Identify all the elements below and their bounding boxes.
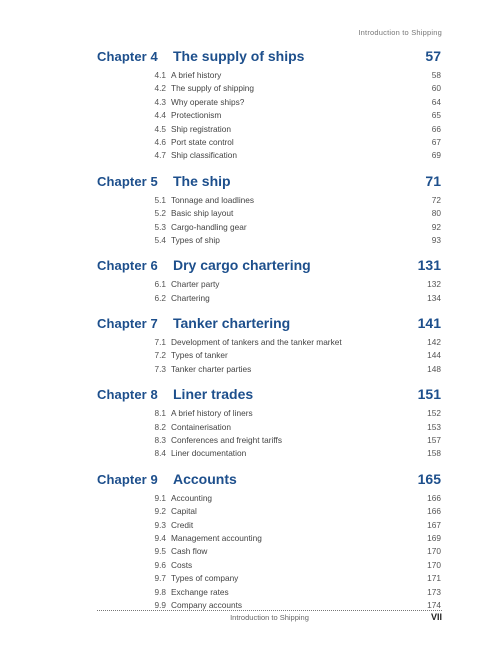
section-entry[interactable] (97, 520, 441, 533)
section-entry[interactable] (97, 448, 441, 461)
section-title: Conferences and freight tariffs (171, 435, 282, 446)
section-entry[interactable] (97, 506, 441, 519)
section-title: Tonnage and loadlines (171, 194, 255, 205)
section-page-number: 169 (427, 532, 441, 543)
section-page-number: 64 (431, 96, 441, 107)
section-entry[interactable] (97, 435, 441, 448)
section-title: Basic ship layout (171, 208, 234, 219)
section-page-number: 166 (427, 506, 441, 517)
section-list (97, 279, 441, 306)
section-entry[interactable] (97, 408, 441, 421)
section-list (97, 337, 441, 377)
section-title: Costs (171, 559, 193, 570)
section-number: 8.2 (154, 421, 166, 432)
section-title: Accounting (171, 492, 213, 503)
section-page-number: 148 (427, 363, 441, 374)
chapter-title: Accounts (173, 470, 237, 487)
chapter-block (97, 315, 441, 377)
section-title: A brief history of liners (171, 408, 253, 419)
section-number: 9.4 (154, 532, 166, 543)
section-entry[interactable] (97, 600, 441, 613)
section-title: Types of ship (171, 234, 220, 245)
section-page-number: 92 (431, 221, 441, 232)
running-header: Introduction to Shipping (358, 28, 442, 37)
section-title: Liner documentation (171, 448, 247, 459)
chapter-title: Tanker chartering (173, 315, 291, 332)
section-list (97, 195, 441, 249)
footer-title: Introduction to Shipping (230, 613, 309, 622)
section-title: Company accounts (171, 599, 243, 610)
section-title: Tanker charter parties (171, 363, 252, 374)
section-title: Charter party (171, 279, 220, 290)
section-entry[interactable] (97, 350, 441, 363)
section-entry[interactable] (97, 195, 441, 208)
section-page-number: 170 (427, 546, 441, 557)
chapter-heading[interactable] (97, 386, 441, 408)
section-entry[interactable] (97, 493, 441, 506)
section-title: Cash flow (171, 546, 208, 557)
section-page-number: 93 (431, 234, 441, 245)
section-number: 4.1 (154, 70, 166, 80)
section-number: 7.3 (154, 363, 166, 374)
section-page-number: 66 (431, 123, 441, 134)
section-number: 9.8 (154, 586, 166, 597)
section-entry[interactable] (97, 279, 441, 292)
chapter-heading[interactable] (97, 257, 441, 279)
section-number: 9.7 (154, 573, 166, 584)
chapter-label: Chapter 9 (97, 471, 158, 487)
section-entry[interactable] (97, 150, 441, 163)
section-page-number: 157 (427, 435, 441, 446)
section-page-number: 153 (427, 421, 441, 432)
chapter-title: Dry cargo chartering (173, 257, 311, 274)
section-page-number: 58 (431, 70, 441, 80)
section-number: 4.6 (154, 136, 166, 147)
chapter-label: Chapter 6 (97, 258, 158, 274)
section-number: 5.3 (154, 221, 166, 232)
section-page-number: 173 (427, 586, 441, 597)
section-page-number: 158 (427, 448, 441, 459)
section-page-number: 132 (427, 279, 441, 290)
section-number: 8.4 (154, 448, 166, 459)
section-page-number: 67 (431, 136, 441, 147)
section-entry[interactable] (97, 587, 441, 600)
section-entry[interactable] (97, 533, 441, 546)
section-number: 4.2 (154, 83, 166, 94)
footer-divider (97, 610, 442, 611)
section-entry[interactable] (97, 560, 441, 573)
section-title: Cargo-handling gear (171, 221, 247, 232)
chapter-title: The ship (173, 172, 231, 189)
section-entry[interactable] (97, 222, 441, 235)
section-title: Port state control (171, 136, 234, 147)
section-page-number: 171 (427, 573, 441, 584)
section-number: 4.5 (154, 123, 166, 134)
section-title: Ship classification (171, 150, 237, 161)
section-title: Capital (171, 506, 197, 517)
section-title: Protectionism (171, 110, 222, 121)
chapter-title: Liner trades (173, 386, 254, 403)
section-number: 5.2 (154, 208, 166, 219)
chapter-block (97, 257, 441, 306)
section-title: Management accounting (171, 532, 262, 543)
section-title: Containerisation (171, 421, 231, 432)
section-entry[interactable] (97, 83, 441, 96)
section-title: Chartering (171, 292, 210, 303)
section-list (97, 70, 441, 164)
chapter-page-number: 151 (417, 386, 441, 403)
chapter-label: Chapter 7 (97, 316, 158, 332)
section-entry[interactable] (97, 235, 441, 248)
section-number: 6.2 (154, 292, 166, 303)
section-number: 9.1 (154, 492, 166, 503)
chapter-label: Chapter 4 (97, 49, 158, 64)
section-page-number: 72 (431, 194, 441, 205)
section-title: Development of tankers and the tanker market (171, 337, 342, 348)
chapter-page-number: 57 (425, 48, 441, 64)
section-number: 9.5 (154, 546, 166, 557)
section-number: 9.2 (154, 506, 166, 517)
section-number: 4.3 (154, 96, 166, 107)
section-number: 5.1 (154, 194, 166, 205)
chapter-block (97, 173, 441, 249)
section-title: Why operate ships? (171, 96, 245, 107)
section-page-number: 60 (431, 83, 441, 94)
section-entry[interactable] (97, 110, 441, 123)
section-entry[interactable] (97, 124, 441, 137)
section-page-number: 144 (427, 350, 441, 361)
section-number: 8.1 (154, 408, 166, 419)
chapter-label: Chapter 5 (97, 173, 158, 189)
section-number: 9.9 (154, 599, 166, 610)
section-number: 4.7 (154, 150, 166, 161)
section-entry[interactable] (97, 546, 441, 559)
chapter-label: Chapter 8 (97, 387, 158, 403)
section-title: Exchange rates (171, 586, 229, 597)
section-page-number: 166 (427, 492, 441, 503)
section-entry[interactable] (97, 70, 441, 83)
section-number: 6.1 (154, 279, 166, 290)
table-of-contents (97, 48, 441, 622)
section-entry[interactable] (97, 97, 441, 110)
section-title: Types of tanker (171, 350, 228, 361)
chapter-block (97, 48, 441, 164)
chapter-block (97, 386, 441, 462)
chapter-heading[interactable] (97, 471, 441, 493)
section-title: Types of company (171, 573, 239, 584)
section-entry[interactable] (97, 337, 441, 350)
section-entry[interactable] (97, 422, 441, 435)
section-entry[interactable] (97, 293, 441, 306)
chapter-block (97, 471, 441, 614)
section-entry[interactable] (97, 573, 441, 586)
chapter-title: The supply of ships (173, 48, 305, 64)
section-page-number: 69 (431, 150, 441, 161)
section-entry[interactable] (97, 364, 441, 377)
section-number: 7.2 (154, 350, 166, 361)
section-number: 7.1 (154, 337, 166, 348)
chapter-page-number: 141 (417, 315, 441, 332)
section-page-number: 174 (427, 599, 441, 610)
section-entry[interactable] (97, 137, 441, 150)
chapter-heading[interactable] (97, 173, 441, 195)
section-title: The supply of shipping (171, 83, 255, 94)
chapter-heading[interactable] (97, 48, 441, 70)
section-title: A brief history (171, 70, 222, 80)
section-number: 4.4 (154, 110, 166, 121)
section-number: 9.3 (154, 519, 166, 530)
section-number: 8.3 (154, 435, 166, 446)
section-number: 9.6 (154, 559, 166, 570)
chapter-page-number: 71 (425, 172, 441, 189)
section-page-number: 167 (427, 519, 441, 530)
section-page-number: 65 (431, 110, 441, 121)
section-page-number: 142 (427, 337, 441, 348)
section-title: Credit (171, 519, 194, 530)
section-page-number: 80 (431, 208, 441, 219)
chapter-page-number: 165 (417, 470, 441, 487)
section-title: Ship registration (171, 123, 231, 134)
chapter-page-number: 131 (417, 257, 441, 274)
section-page-number: 152 (427, 408, 441, 419)
section-number: 5.4 (154, 234, 166, 245)
section-list (97, 408, 441, 462)
section-page-number: 134 (427, 292, 441, 303)
chapter-heading[interactable] (97, 315, 441, 337)
section-page-number: 170 (427, 559, 441, 570)
footer-page-number: VII (430, 612, 442, 622)
section-list (97, 493, 441, 614)
section-entry[interactable] (97, 208, 441, 221)
